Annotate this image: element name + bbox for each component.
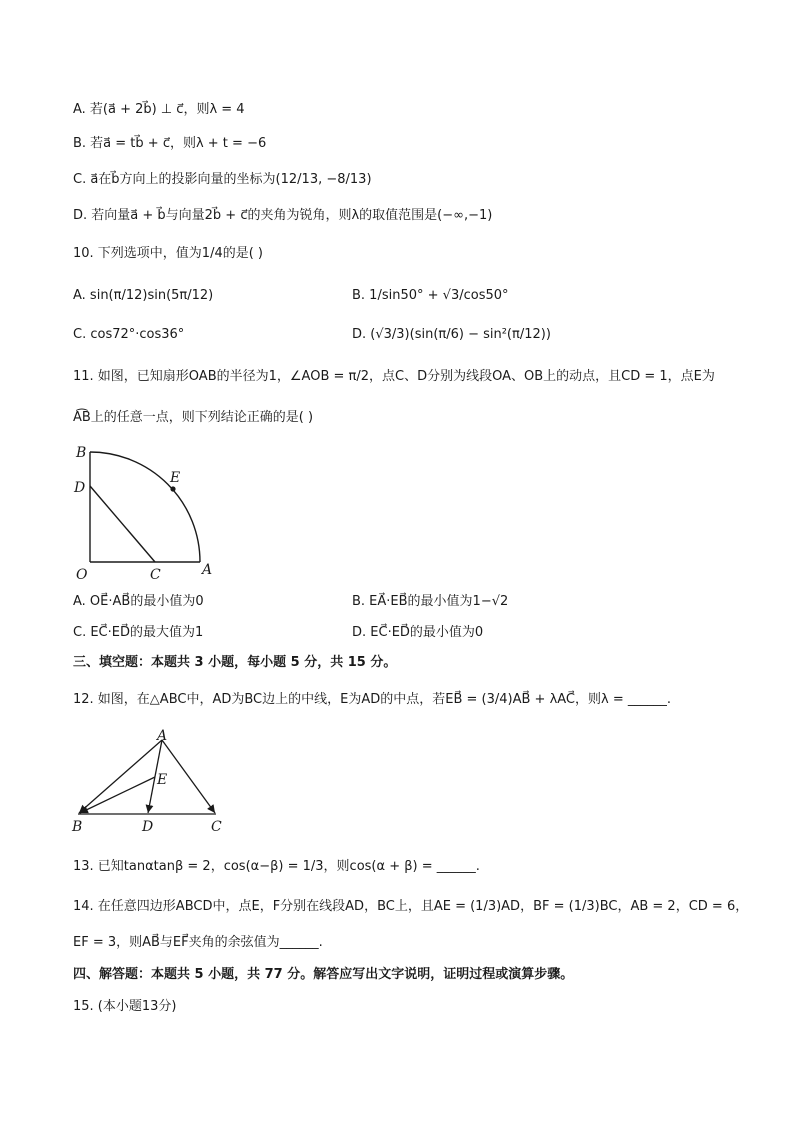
label-e: E — [170, 470, 181, 486]
q9-option-c: C. a⃗在b⃗方向上的投影向量的坐标为(12/13, −8/13) — [73, 172, 372, 187]
q13-stem: 13. 已知tanαtanβ = 2，cos(α−β) = 1/3，则cos(α + β) = ______. — [73, 859, 480, 874]
label-d: D — [142, 819, 154, 835]
label-a: A — [202, 562, 213, 578]
q10-stem: 10. 下列选项中，值为1/4的是( ) — [73, 246, 264, 261]
label-e: E — [157, 772, 168, 788]
q10-option-a: A. sin(π/12)sin(5π/12) — [73, 288, 214, 303]
triangle-figure — [66, 728, 236, 838]
q10-option-b: B. 1/sin50° + √3/cos50° — [352, 288, 509, 303]
q11-stem-line1: 11. 如图，已知扇形OAB的半径为1，∠AOB = π/2，点C、D分别为线段OA、OB上的动点，且CD = 1，点E为 — [73, 369, 715, 384]
q9-option-d: D. 若向量a⃗ + b⃗与向量2b⃗ + c⃗的夹角为锐角，则λ的取值范围是(−∞,−1) — [73, 208, 493, 223]
label-c: C — [211, 819, 222, 835]
label-o: O — [76, 567, 88, 583]
vector-eb — [80, 777, 155, 813]
arc-ab — [90, 452, 200, 562]
vector-ac — [162, 740, 215, 813]
q10-option-c: C. cos72°·cos36° — [73, 327, 185, 342]
q11-option-c: C. EC⃗·ED⃗的最大值为1 — [73, 625, 204, 640]
q11-option-d: D. EC⃗·ED⃗的最小值为0 — [352, 625, 484, 640]
q14-line1: 14. 在任意四边形ABCD中，点E，F分别在线段AD，BC上，且AE = (1/3)AD，BF = (1/3)BC，AB = 2，CD = 6， — [73, 899, 749, 914]
q11-option-b: B. EA⃗·EB⃗的最小值为1−√2 — [352, 594, 509, 609]
q14-line2: EF = 3，则AB⃗与EF⃗夹角的余弦值为______. — [73, 935, 323, 950]
label-a: A — [157, 728, 168, 744]
q11-stem-line2: A͡B上的任意一点，则下列结论正确的是( ) — [73, 410, 314, 425]
label-b: B — [76, 445, 87, 461]
q12-stem: 12. 如图，在△ABC中，AD为BC边上的中线，E为AD的中点，若EB⃗ = (3/4)AB⃗ + λAC⃗，则λ = ______. — [73, 692, 671, 707]
q9-option-a: A. 若(a⃗ + 2b⃗) ⊥ c⃗，则λ = 4 — [73, 102, 245, 117]
q9-option-b: B. 若a⃗ = tb⃗ + c⃗，则λ + t = −6 — [73, 136, 267, 151]
label-d: D — [74, 480, 86, 496]
section-4-heading: 四、解答题：本题共 5 小题，共 77 分。解答应写出文字说明，证明过程或演算步骤。 — [73, 967, 574, 982]
q11-option-a: A. OE⃗·AB⃗的最小值为0 — [73, 594, 204, 609]
section-3-heading: 三、填空题：本题共 3 小题，每小题 5 分，共 15 分。 — [73, 655, 397, 670]
label-b: B — [72, 819, 83, 835]
segment-dc — [90, 486, 155, 562]
label-c: C — [150, 567, 161, 583]
q15-stem: 15. (本小题13分) — [73, 999, 177, 1014]
sector-figure — [70, 438, 240, 588]
q10-option-d: D. (√3/3)(sin(π/6) − sin²(π/12)) — [352, 327, 551, 342]
point-e — [170, 486, 175, 491]
